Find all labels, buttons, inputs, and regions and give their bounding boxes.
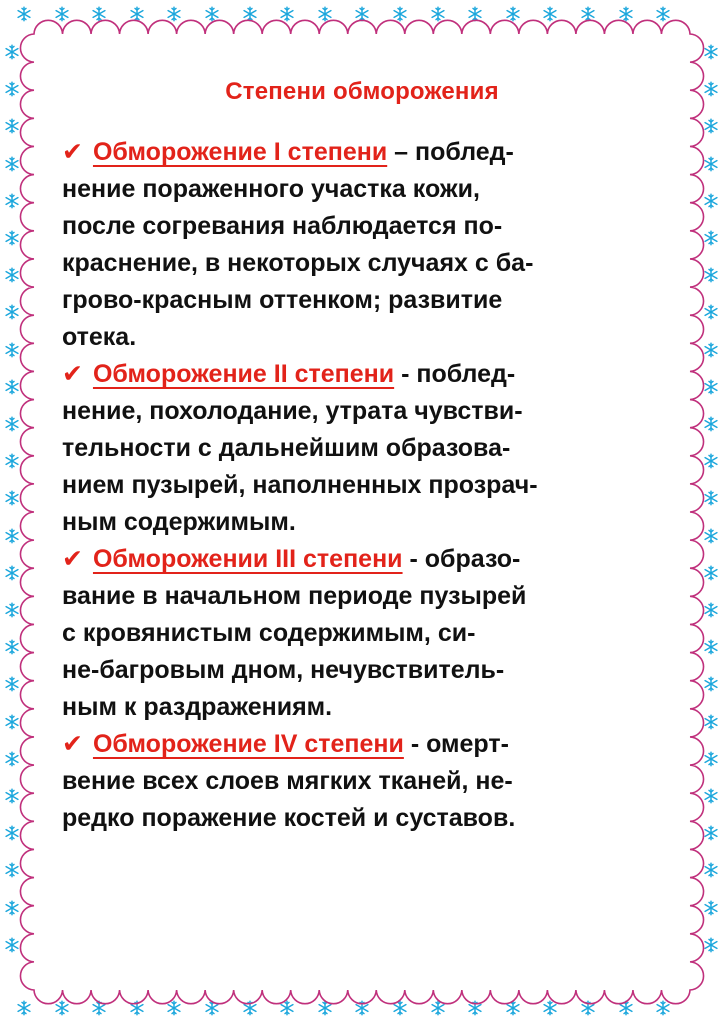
item-text: – поблед- — [387, 138, 514, 166]
item-text: ным содержимым. — [62, 508, 296, 536]
item-first-line — [62, 134, 662, 171]
item-text: тельности с дальнейшим образова- — [62, 434, 511, 462]
list-item — [62, 726, 662, 837]
item-text: нием пузырей, наполненных прозрач- — [62, 471, 538, 499]
item-text: грово-красным оттенком; развитие — [62, 286, 503, 314]
list-item — [62, 134, 662, 356]
page-content — [62, 78, 662, 837]
checkmark-icon: ✔ — [62, 360, 83, 388]
item-term: Обморожение II степени — [92, 360, 395, 388]
item-text: не-багровым дном, нечувствитель- — [62, 656, 505, 684]
item-term: Обморожение I степени — [92, 138, 388, 166]
item-text: редко поражение костей и суставов. — [62, 804, 516, 832]
checkmark-icon: ✔ — [62, 138, 83, 166]
item-first-line — [62, 541, 662, 578]
item-text: нение пораженного участка кожи, — [62, 175, 480, 203]
item-text: отека. — [62, 323, 137, 351]
item-term: Обморожение IV степени — [92, 730, 404, 758]
item-text: - омерт- — [403, 730, 509, 758]
item-first-line — [62, 356, 662, 393]
item-term: Обморожении III степени — [92, 545, 403, 573]
item-text: вание в начальном периоде пузырей — [62, 582, 527, 610]
page-title: Степени обморожения — [225, 78, 499, 105]
item-text: нение, похолодание, утрата чувстви- — [62, 397, 523, 425]
item-text: ным к раздражениям. — [62, 693, 333, 721]
checkmark-icon: ✔ — [62, 545, 83, 573]
checkmark-icon: ✔ — [62, 730, 83, 758]
item-text: вение всех слоев мягких тканей, не- — [62, 767, 513, 795]
item-text: с кровянистым содержимым, си- — [62, 619, 476, 647]
item-text: - поблед- — [394, 360, 516, 388]
item-text: краснение, в некоторых случаях с ба- — [62, 249, 534, 277]
item-text: после согревания наблюдается по- — [62, 212, 503, 240]
list-item — [62, 541, 662, 726]
item-text: - образо- — [402, 545, 521, 573]
item-first-line — [62, 726, 662, 763]
list-item — [62, 356, 662, 541]
